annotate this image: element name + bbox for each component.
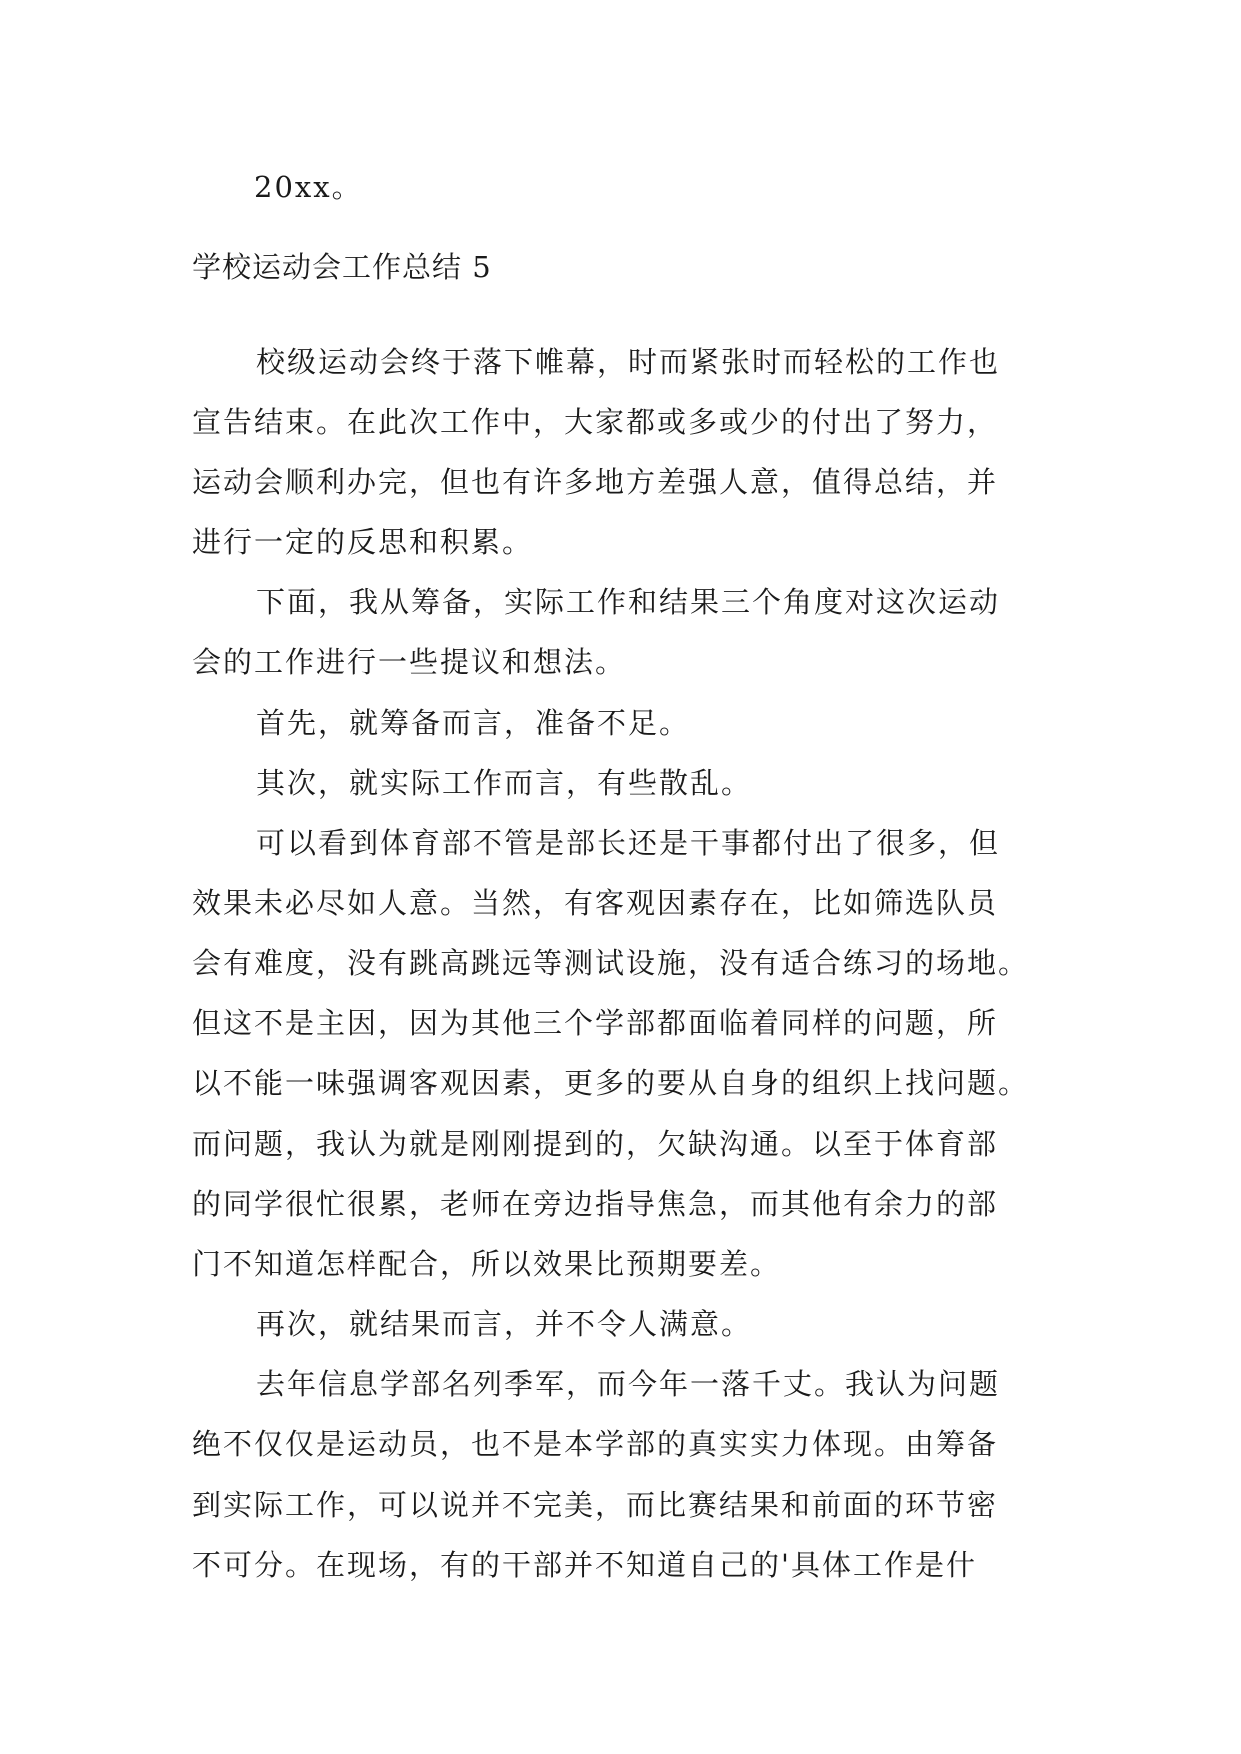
section-title: 学校运动会工作总结 5 [192, 250, 492, 284]
body-line: 可以看到体育部不管是部长还是干事都付出了很多，但 [256, 826, 1001, 860]
body-line: 下面，我从筹备，实际工作和结果三个角度对这次运动 [256, 585, 1001, 619]
body-line: 以不能一味强调客观因素，更多的要从自身的组织上找问题。 [192, 1066, 1030, 1100]
body-line: 不可分。在现场，有的干部并不知道自己的'具体工作是什 [192, 1548, 977, 1582]
body-line: 进行一定的反思和积累。 [192, 525, 534, 559]
body-line: 会有难度，没有跳高跳远等测试设施，没有适合练习的场地。 [192, 946, 1030, 980]
body-line: 校级运动会终于落下帷幕，时而紧张时而轻松的工作也 [256, 345, 1001, 379]
body-line: 宣告结束。在此次工作中，大家都或多或少的付出了努力， [192, 405, 999, 439]
body-line: 但这不是主因，因为其他三个学部都面临着同样的问题，所 [192, 1006, 999, 1040]
body-line: 其次，就实际工作而言，有些散乱。 [256, 766, 753, 800]
body-line: 而问题，我认为就是刚刚提到的，欠缺沟通。以至于体育部 [192, 1127, 999, 1161]
body-line: 运动会顺利办完，但也有许多地方差强人意，值得总结，并 [192, 465, 999, 499]
body-line: 绝不仅仅是运动员，也不是本学部的真实实力体现。由筹备 [192, 1427, 999, 1461]
body-line: 效果未必尽如人意。当然，有客观因素存在，比如筛选队员 [192, 886, 999, 920]
body-line: 首先，就筹备而言，准备不足。 [256, 706, 691, 740]
body-line: 再次，就结果而言，并不令人满意。 [256, 1307, 753, 1341]
body-line: 去年信息学部名列季军，而今年一落千丈。我认为问题 [256, 1367, 1001, 1401]
body-line: 的同学很忙很累，老师在旁边指导焦急，而其他有余力的部 [192, 1187, 999, 1221]
previous-section-tail: 20xx。 [254, 170, 363, 204]
body-line: 会的工作进行一些提议和想法。 [192, 645, 627, 679]
body-line: 到实际工作，可以说并不完美，而比赛结果和前面的环节密 [192, 1488, 999, 1522]
body-line: 门不知道怎样配合，所以效果比预期要差。 [192, 1247, 782, 1281]
